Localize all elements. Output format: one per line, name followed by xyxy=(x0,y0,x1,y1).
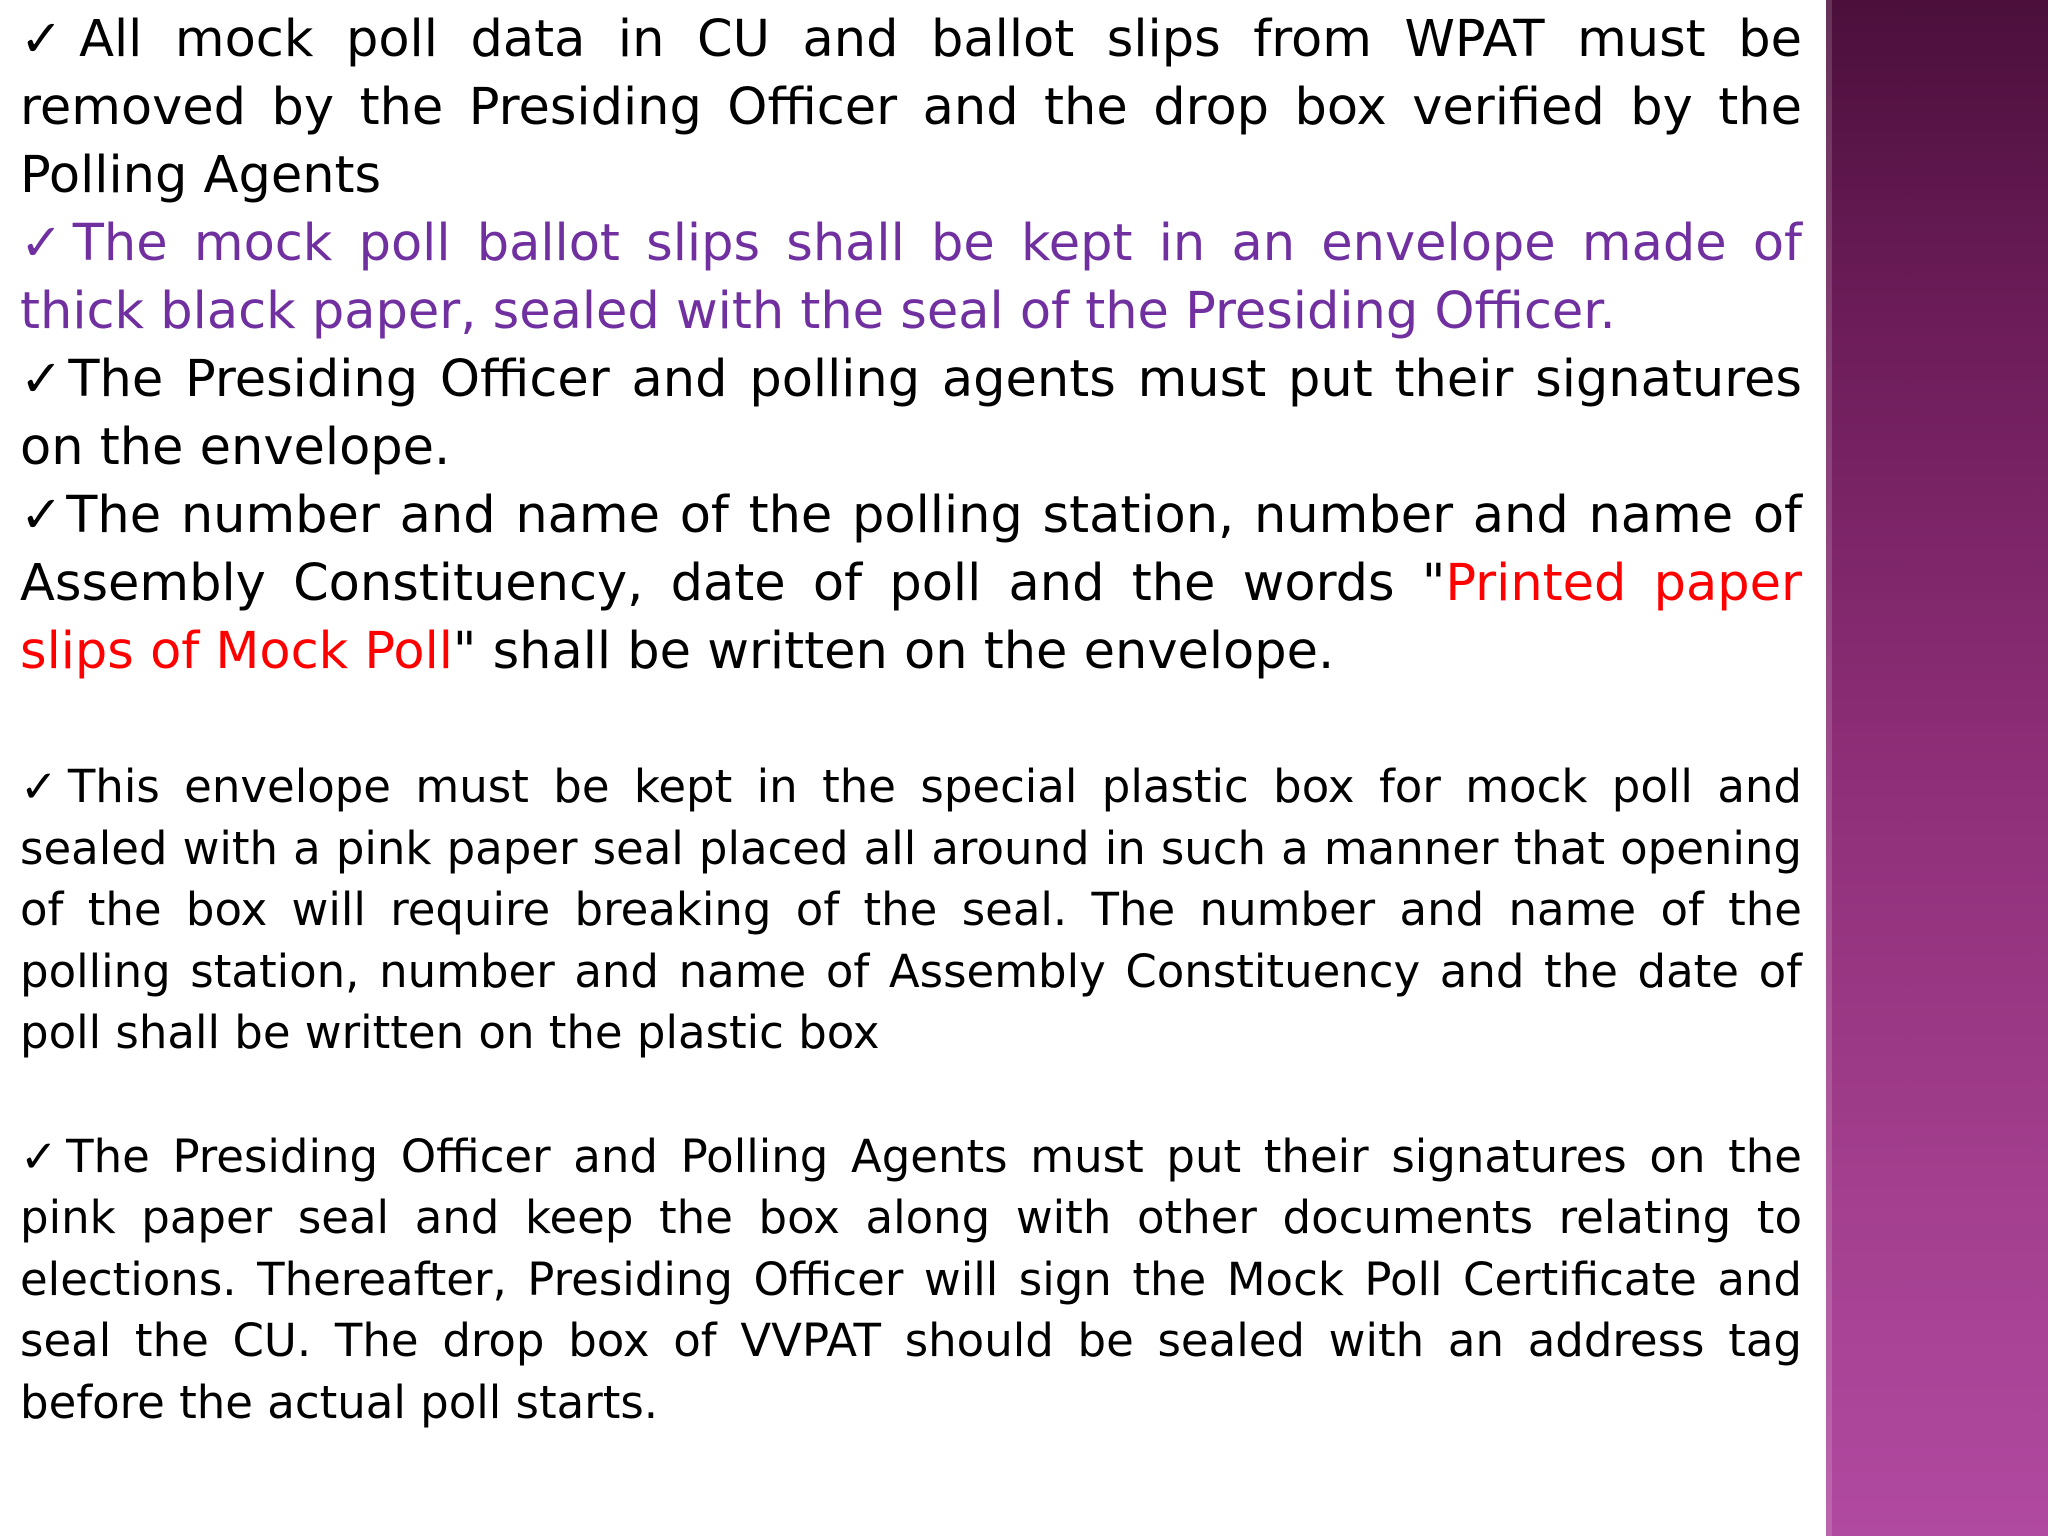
spacer xyxy=(20,686,1802,756)
bullet-paragraph-3 xyxy=(20,346,1802,482)
highlighted-phrase: Printed paper slips of Mock Poll xyxy=(20,554,1802,681)
bullet-text-5: This envelope must be kept in the special plastic box for mock poll and sealed with a pink paper seal placed all around in such a manner that opening of the box will require breaking of the seal. The number and name of the polling station, number and name of Assembly Constituency and the date of poll shall be written on the plastic box xyxy=(20,760,1802,1059)
bullet-paragraph-1 xyxy=(20,6,1802,210)
check-mark-icon: ✓ xyxy=(20,486,67,545)
bullet-text-4-after: " shall be written on the envelope. xyxy=(452,622,1335,681)
check-mark-icon: ✓ xyxy=(20,760,68,813)
decorative-side-bar xyxy=(1826,0,2048,1536)
bullet-text-4-before: The number and name of the polling station, number and name of Assembly Constituency, date of poll and the words " xyxy=(20,486,1802,613)
bullet-paragraph-6 xyxy=(20,1126,1802,1434)
bullet-paragraph-5 xyxy=(20,756,1802,1064)
bullet-text-1: All mock poll data in CU and ballot slips from WPAT must be removed by the Presiding Officer and the drop box verified by the Polling Agents xyxy=(20,10,1802,205)
check-mark-icon: ✓ xyxy=(20,10,80,69)
bullet-paragraph-4 xyxy=(20,482,1802,686)
check-mark-icon: ✓ xyxy=(20,1129,67,1183)
bullet-paragraph-2 xyxy=(20,210,1802,346)
check-mark-icon: ✓ xyxy=(20,350,69,409)
bullet-text-6: The Presiding Officer and Polling Agents must put their signatures on the pink paper seal and keep the box along with other documents relating to elections. Thereafter, Presiding Officer will sign the Mock Poll Certificate and seal the CU. The drop box of VVPAT should be sealed with an address tag before the actual poll starts. xyxy=(20,1129,1802,1429)
check-mark-icon: ✓ xyxy=(20,214,73,273)
bullet-text-2: The mock poll ballot slips shall be kept in an envelope made of thick black paper, sealed with the seal of the Presiding Officer. xyxy=(20,214,1802,341)
bullet-text-3: The Presiding Officer and polling agents must put their signatures on the envelope. xyxy=(20,350,1802,477)
spacer xyxy=(20,1064,1802,1126)
slide-content xyxy=(20,6,1802,1433)
